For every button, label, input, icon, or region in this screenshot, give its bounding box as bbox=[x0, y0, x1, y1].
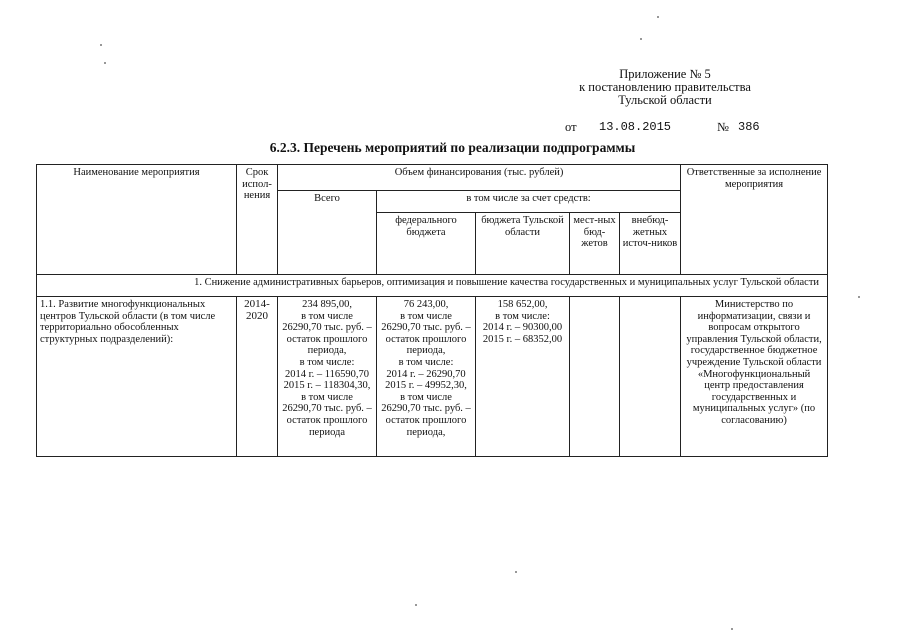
scan-speck bbox=[104, 62, 106, 64]
row-name: 1.1. Развитие многофункциональных центров Тульской области (в том числе территориально обособленных структурных подразделений): bbox=[37, 297, 237, 457]
row-term: 2014-2020 bbox=[237, 297, 278, 457]
scan-speck bbox=[415, 604, 417, 606]
header-funding: Объем финансирования (тыс. рублей) bbox=[278, 165, 681, 191]
region-label: Тульской области bbox=[618, 93, 712, 107]
row-extra bbox=[620, 297, 681, 457]
row-total: 234 895,00, в том числе 26290,70 тыс. руб. – остаток прошлого периода, в том числе: 2014 г. – 116590,70 2015 г. – 118304,30, в том числе 26290,70 тыс. руб. – остаток прошлого периода bbox=[278, 297, 377, 457]
header-total: Всего bbox=[278, 191, 377, 275]
document-title: 6.2.3. Перечень мероприятий по реализации подпрограммы bbox=[269, 140, 636, 155]
scan-speck bbox=[515, 571, 517, 573]
scan-speck bbox=[100, 44, 102, 46]
resolution-label: к постановлению правительства bbox=[579, 80, 751, 94]
scan-speck bbox=[640, 38, 642, 40]
measures-table bbox=[36, 164, 828, 457]
row-local bbox=[570, 297, 620, 457]
header-local: мест-ных бюд-жетов bbox=[570, 213, 620, 275]
header-responsible: Ответственные за исполнение мероприятия bbox=[681, 165, 828, 275]
header-including: в том числе за счет средств: bbox=[377, 191, 681, 213]
row-regional: 158 652,00, в том числе: 2014 г. – 90300,00 2015 г. – 68352,00 bbox=[476, 297, 570, 457]
order-line bbox=[565, 120, 760, 135]
scan-speck bbox=[858, 296, 860, 298]
appendix-label: Приложение № 5 bbox=[619, 67, 711, 81]
order-number-label: № bbox=[717, 120, 729, 134]
date-prefix: от bbox=[565, 120, 577, 134]
scan-speck bbox=[731, 628, 733, 630]
row-federal: 76 243,00, в том числе 26290,70 тыс. руб. – остаток прошлого периода, в том числе: 2014 г. – 26290,70 2015 г. – 49952,30, в том числе 26290,70 тыс. руб. – остаток прошлого периода, bbox=[377, 297, 476, 457]
order-date: 13.08.2015 bbox=[599, 120, 672, 134]
row-responsible: Министерство по информатизации, связи и вопросам открытого управления Тульской области, государственное бюджетное учреждение Тульской области «Многофункциональный центр предоставления государственных и муниципальных услуг» (по согласованию) bbox=[681, 297, 828, 457]
scan-speck bbox=[657, 16, 659, 18]
header-name: Наименование мероприятия bbox=[37, 165, 237, 275]
header-term: Срок испол-нения bbox=[237, 165, 278, 275]
header-federal: федерального бюджета bbox=[377, 213, 476, 275]
header-regional: бюджета Тульской области bbox=[476, 213, 570, 275]
section-title: 1. Снижение административных барьеров, оптимизация и повышение качества государственных и муниципальных услуг Тульской области bbox=[37, 275, 828, 297]
order-number: 386 bbox=[738, 120, 760, 134]
header-extra: внебюд-жетных источ-ников bbox=[620, 213, 681, 275]
document-header bbox=[560, 68, 770, 107]
